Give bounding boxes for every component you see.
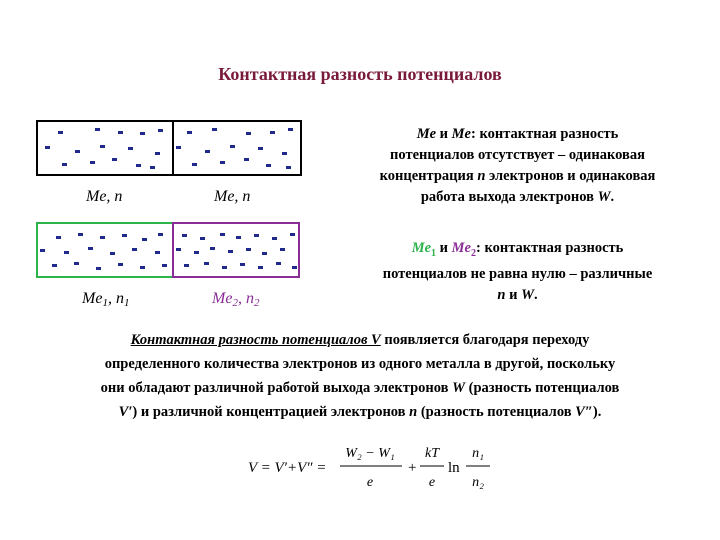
metal-label-left-2: $Me_1$, $n_1$ (82, 290, 130, 309)
metal-box-right-1 (172, 120, 302, 176)
formula-den3: n₂ (472, 475, 484, 490)
metal-box-left-2 (36, 222, 174, 278)
formula-num1: W₂ − W₁ (345, 446, 395, 461)
explanation-same-metals: Me и Me: контактная разность потенциалов отсутствует – одинаковая концентрация n электронов и одинаковая работа выхода электронов W. (379, 126, 656, 205)
metal-label-left-1: Me, n (86, 188, 123, 205)
slide-title: Контактная разность потенциалов (218, 64, 502, 84)
metal-label-right-2: $Me_2$, $n_2$ (212, 290, 260, 309)
formula-lhs: V = V′+V″ = (248, 460, 327, 476)
explanation-different-metals: $Me_1$ и $Me_2$: контактная разность потенциалов не равна нулю – различные n и W. (382, 240, 653, 303)
metal-box-left-1 (36, 120, 174, 176)
explanation-paragraph: Контактная разность потенциалов V появляется благодаря переходу определенного количества электронов из одного металла в другой, поскольку они обладают различной работой выхода электронов W (разность потенциалов V′) и различной концентрацией электронов n (разность потенциалов V″). (100, 332, 620, 420)
formula-num3: n₁ (472, 446, 484, 461)
formula-ln: ln (448, 460, 460, 476)
formula-num2: kT (425, 446, 439, 461)
metal-box-right-2 (172, 222, 300, 278)
formula-den1: e (366, 475, 374, 490)
formula-den2: e (428, 475, 436, 490)
metal-label-right-1: Me, n (214, 188, 251, 205)
formula-plus: + (408, 460, 417, 476)
contact-potential-formula (246, 440, 506, 496)
